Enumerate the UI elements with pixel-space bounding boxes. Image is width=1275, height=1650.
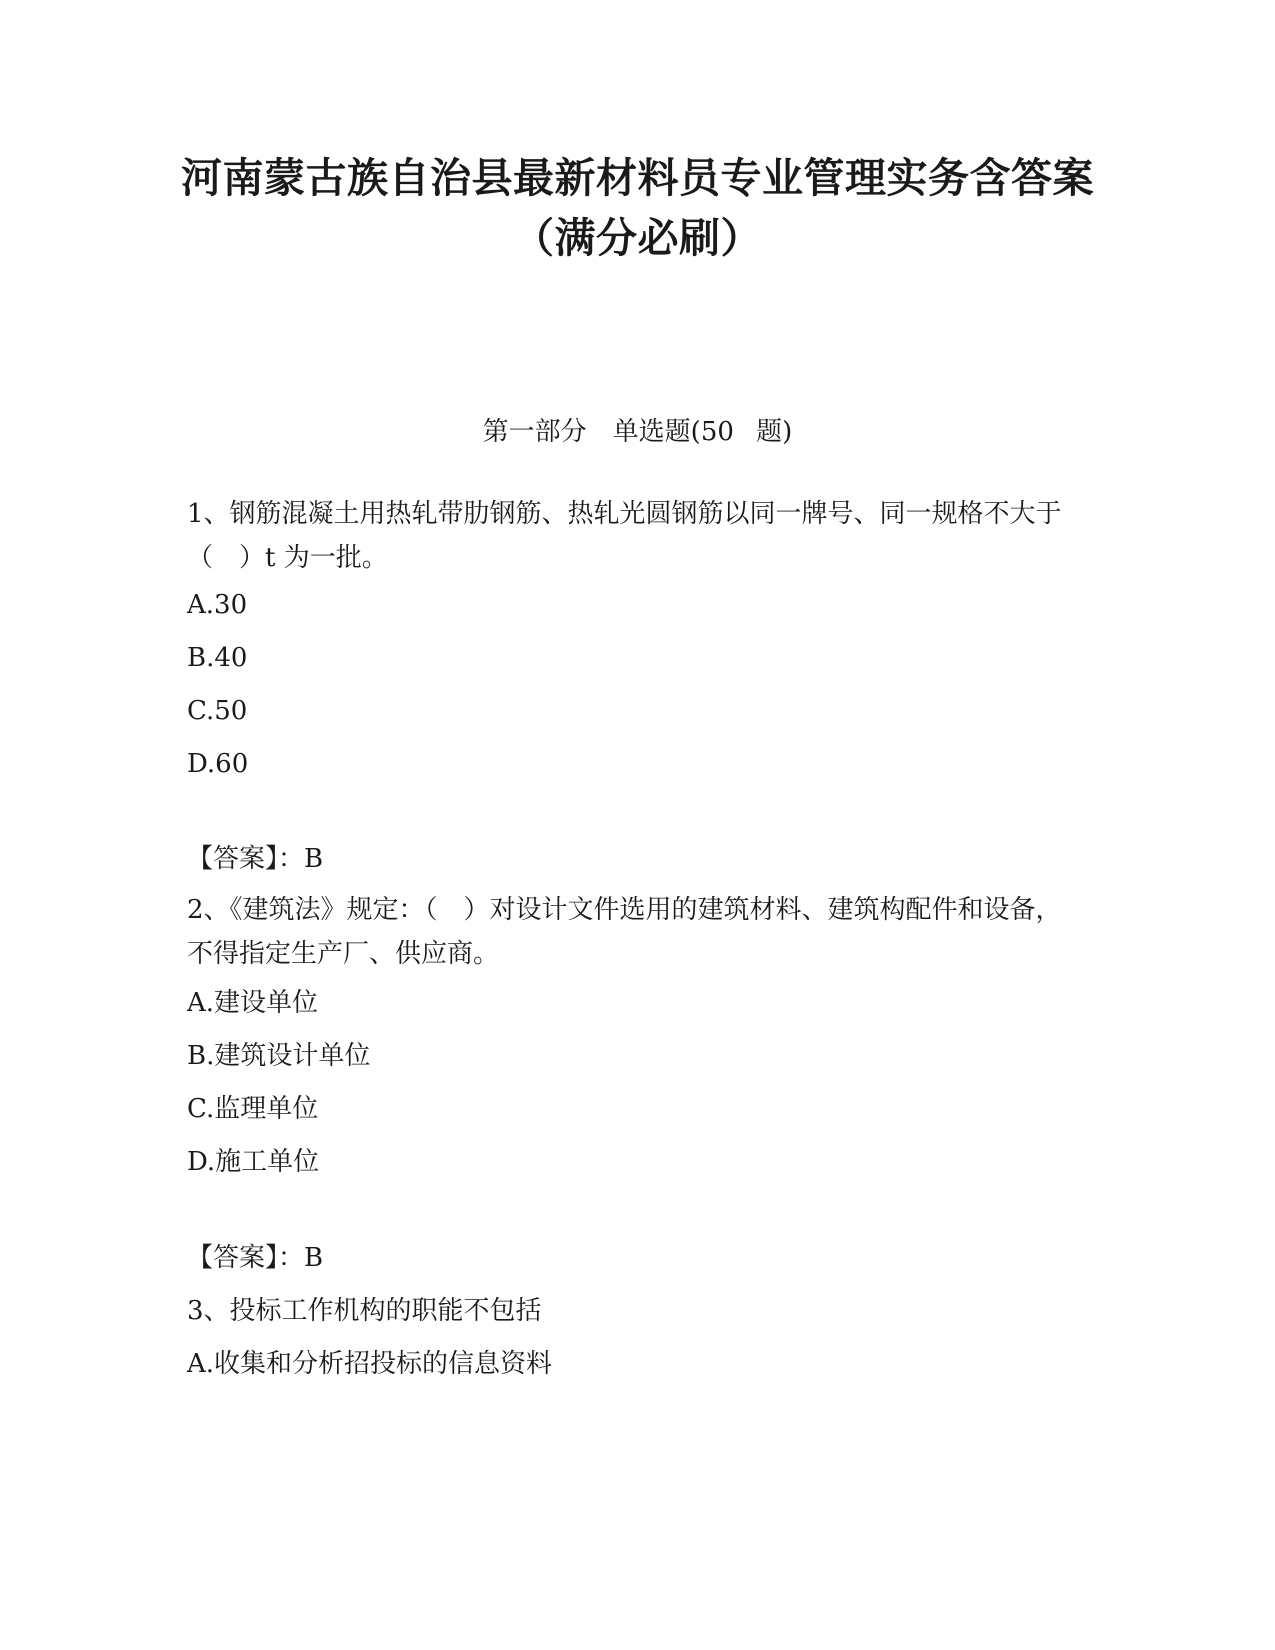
question-1-option-b: B.40 — [187, 643, 248, 673]
question-3-text: 3、投标工作机构的职能不包括 — [187, 1296, 542, 1326]
question-1-option-a: A.30 — [187, 590, 248, 620]
question-2-option-c: C.监理单位 — [187, 1094, 319, 1124]
question-2-option-b: B.建筑设计单位 — [187, 1041, 371, 1071]
document-title: 河南蒙古族自治县最新材料员专业管理实务含答案（满分必刷） — [181, 154, 1094, 262]
question-1-answer: 【答案】：B — [187, 844, 324, 874]
question-1-option-d: D.60 — [187, 749, 249, 779]
question-1-text: 1、钢筋混凝土用热轧带肋钢筋、热轧光圆钢筋以同一牌号、同一规格不大于（ ）t 为一批。 — [187, 499, 1062, 573]
section-heading: 第一部分 单选题(50 题) — [482, 417, 793, 447]
question-2-option-d: D.施工单位 — [187, 1147, 320, 1177]
question-2-answer: 【答案】：B — [187, 1243, 324, 1273]
question-1-option-c: C.50 — [187, 696, 248, 726]
question-3-option-a: A.收集和分析招投标的信息资料 — [187, 1349, 553, 1379]
question-2-text: 2、《建筑法》规定：（ ）对设计文件选用的建筑材料、建筑构配件和设备，不得指定生产厂、供应商。 — [187, 895, 1062, 969]
question-2-option-a: A.建设单位 — [187, 988, 319, 1018]
